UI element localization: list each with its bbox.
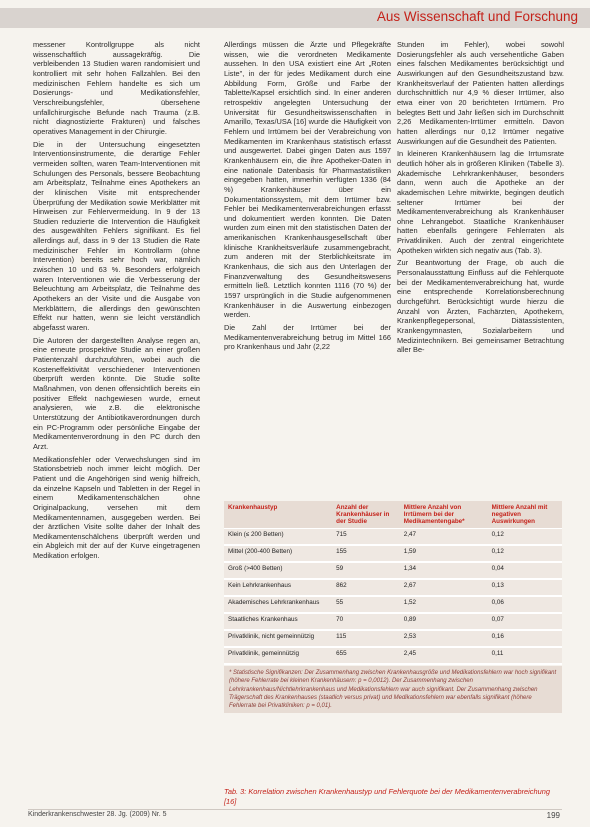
table-cell: 0,13 xyxy=(488,579,562,596)
table-row xyxy=(224,596,562,613)
text-column-1 xyxy=(33,40,200,564)
table-cell: 655 xyxy=(332,647,400,664)
paragraph: Die in der Untersuchung eingesetzten Interventionsinstrumente, die derartige Fehler vermeiden sollten, waren Team-Interventionen mit Schulungen des Personals, bessere Beobachtung am Arbeitsplatz, Teilnahme eines Apothekers an der klinischen Visite mit entsprechender Überprüfung der Medikation sowie Merkblätter mit Hinweisen zur Fehlervermeidung. In 9 der 13 Studien reduzierte die Intervention die Häufigkeit des ausgewählten Fehlers signifikant. Es fiel allerdings auf, dass in 9 der 13 Studien die Rate medizinischer Fehler im Kontrollarm (ohne Intervention) bereits sehr hoch war, nämlich zwischen 10 und 63 %. Besonders erfolgreich waren Interventionen wie die Verbesserung der Beleuchtung am Arbeitsplatz, die Teilnahme des Apothekers an der Visite und die Ausgabe von Merkblättern, die allerdings den gewünschten Effekt nur hatten, wenn sie leicht verständlich abgefasst waren. xyxy=(33,139,200,333)
table-cell: Staatliches Krankenhaus xyxy=(224,613,332,630)
table-row xyxy=(224,545,562,562)
table-cell: 0,89 xyxy=(400,613,488,630)
table-cell: 0,16 xyxy=(488,630,562,647)
table-row xyxy=(224,529,562,546)
paragraph: Stunden im Fehler), wobei sowohl Dosierungsfehler als auch versehentliche Gaben eines falschen Medikamentes berücksichtigt und Auswirkungen auf den Gesundheitszustand bzw. Krankheitsverlauf der Patienten hatten allerdings durchschnittlich nur 4,9 % dieser Irrtümer, also etwa einer von 20 berichteten Irrtümern. Pro belegtes Bett und Jahr ließen sich im Durchschnitt 2,26 Medikamenten-Irrtümer ermitteln. Davon hatten allerdings nur 0,12 Irrtümer negative Auswirkungen auf die Gesundheit des Patienten. xyxy=(397,40,564,146)
table-cell: 1,34 xyxy=(400,562,488,579)
table-cell: 1,52 xyxy=(400,596,488,613)
table-cell: 862 xyxy=(332,579,400,596)
table-cell: 0,12 xyxy=(488,529,562,546)
table-cell: 2,45 xyxy=(400,647,488,664)
data-table xyxy=(224,501,562,665)
table-row xyxy=(224,630,562,647)
paragraph: Medikationsfehler oder Verwechslungen sind im Stationsbetrieb noch immer leicht möglich. Der Patient und die Angehörigen sind wenig hilfreich, da einzelne Kapseln und Tabletten in der Regel in einem Medikamentenschälchen ohne Originalpackung, versehen mit dem Medikamentennamen, ausgegeben werden. Bei der ärztlichen Visite sollte daher der Inhalt des Medikamentenschälchens überprüft werden und ein Abgleich mit der auf der Kurve eingetragenen Medikation erfolgen. xyxy=(33,454,200,561)
table-row xyxy=(224,579,562,596)
table-row xyxy=(224,647,562,664)
table-cell: Kein Lehrkrankenhaus xyxy=(224,579,332,596)
column-header: Anzahl der Krankenhäuser in der Studie xyxy=(332,501,400,529)
paragraph: Zur Beantwortung der Frage, ob auch die Personalausstattung Einfluss auf die Fehlerquote bei der Medikamentenverabreichung hat, wurde eine entsprechende Korrelationsberechnung durchgeführt. Berücksichtigt wurde hierzu die Anzahl von Ärzten, Fachärzten, Apothekern, Krankenpflegepersonal, Diätassistenten, Krankengymnasten, Sozialarbeitern und Medizintechnikern. Bei gemeinsamer Betrachtung aller Be- xyxy=(397,258,564,355)
table-cell: 2,67 xyxy=(400,579,488,596)
table-cell: 70 xyxy=(332,613,400,630)
table-header-row xyxy=(224,501,562,529)
table-cell: Privatklinik, nicht gemeinnützig xyxy=(224,630,332,647)
text-column-2 xyxy=(224,40,391,355)
table-cell: 59 xyxy=(332,562,400,579)
table-cell: 1,59 xyxy=(400,545,488,562)
column-header: Krankenhaustyp xyxy=(224,501,332,529)
table-cell: 2,47 xyxy=(400,529,488,546)
column-header: Mittlere Anzahl mit negativen Auswirkungen xyxy=(488,501,562,529)
table-cell: 0,06 xyxy=(488,596,562,613)
table-cell: 0,12 xyxy=(488,545,562,562)
table-cell: 715 xyxy=(332,529,400,546)
table-cell: Privatklinik, gemeinnützig xyxy=(224,647,332,664)
paragraph: Die Zahl der Irrtümer bei der Medikamentenverabreichung betrug im Mittel 166 pro Krankenhaus und Jahr (2,22 xyxy=(224,323,391,352)
table-row xyxy=(224,613,562,630)
footer-divider xyxy=(28,809,562,810)
paragraph: Allerdings müssen die Ärzte und Pflegekräfte wissen, wie die verordneten Medikamente aussehen. In den USA existiert eine Art „Roten Liste", in der für jedes Medikament durch eine Abbildung Form, Größe und Farbe der Tablette/Kapsel ersichtlich sind. In einer anderen retrospektiv angelegten Untersuchung der Universität für Gesundheitswissenschaften in Amarillo, Texas/USA [16] wurde die Häufigkeit von Fehlern und Irrtümern bei der Verabreichung von Medikamenten im Krankenhaus statistisch erfasst und ausgewertet. Dabei gingen Daten aus 1597 Krankenhäusern ein, die ihre Apotheker-Daten in eine nationale Datenbasis für Pharmastatistiken eingegeben hatten, immerhin verfügten 1336 (84 %) Krankenhäuser über ein Dokumentationssystem, mit dem Irrtümer bzw. Fehler bei Medikamentenverabreichungen erfasst und dokumentiert werden konnten. Die Daten wurden zum einen mit den statistischen Daten der amerikanischen Krankenhausgesellschaft über klinische Krankheitsverläufe zusammengebracht, zum anderen mit der Sterblichkeitsrate im Krankenhaus, die sich aus den Unterlagen der Finanzverwaltung des Gesundheitswesens ermitteln ließ. Letztlich konnten 1116 (70 %) der 1597 ursprünglich in die Studie aufgenommenen Krankenhäuser in die Auswertung einbezogen werden. xyxy=(224,40,391,320)
hospital-type-table xyxy=(224,501,562,787)
table-cell: 115 xyxy=(332,630,400,647)
table-cell: Mittel (200-400 Betten) xyxy=(224,545,332,562)
table-cell: 0,07 xyxy=(488,613,562,630)
paragraph: Die Autoren der dargestellten Analyse regen an, eine erneute prospektive Studie an einer großen Patientenzahl durchzuführen, wobei auch die Kosteneffektivität verschiedener Interventionen überprüft werden könnte. Die Studie sollte Maßnahmen, von denen offensichtlich bereits ein positiver Effekt nachgewiesen wurde, erneut analysieren, wie z.B. die elektronische Unterstützung der Antibiotikaverordnungen durch ein PC-Programm oder persönliche Eingabe der Medikamentenverordnung in den PC durch den Arzt. xyxy=(33,335,200,451)
table-footnote: * Statistische Signifikanzen: Der Zusammenhang zwischen Krankenhausgröße und Medikationsfehlern war hoch signifikant (höhere Fehlerrate bei kleinen Krankenhäusern: p = 0,0012). Der Zusammenhang zwischen Lehrkrankenhaus/Nichtlehrkrankenhaus und Medikationsfehlern war auch signifikant. Der Zusammenhang zwischen Trägerschaft des Krankenhauses (staatlich versus privat) und Medikationsfehlern war ebenfalls signifikant (höhere Fehlerrate bei Privatkliniken: p = 0,01). xyxy=(224,666,562,713)
table-cell: Klein (≤ 200 Betten) xyxy=(224,529,332,546)
table-cell: 0,04 xyxy=(488,562,562,579)
table-row xyxy=(224,562,562,579)
column-header: Mittlere Anzahl von Irrtümern bei der Medikamentengabe* xyxy=(400,501,488,529)
table-cell: 155 xyxy=(332,545,400,562)
table-cell: 0,11 xyxy=(488,647,562,664)
table-cell: Akademisches Lehrkrankenhaus xyxy=(224,596,332,613)
table-caption: Tab. 3: Korrelation zwischen Krankenhaustyp und Fehlerquote bei der Medikamentenverabreichung [16] xyxy=(224,787,550,806)
table-cell: 55 xyxy=(332,596,400,613)
text-column-3 xyxy=(397,40,564,358)
table-cell: 2,53 xyxy=(400,630,488,647)
table-cell: Groß (>400 Betten) xyxy=(224,562,332,579)
paragraph: In kleineren Krankenhäusern lag die Irrtumsrate deutlich höher als in größeren Kliniken (Tabelle 3). Akademische Lehrkrankenhäuser, besonders dann, wenn auch die Apotheke an der akademischen Lehre mitwirkte, begingen deutlich seltener Irrtümer bei der Medikamentenverabreichung als Krankenhäuser ohne Lehrangebot. Staatliche Krankenhäuser hatten ebenfalls geringere Fehlerraten als Privatkliniken. Auch der zentral eingerichtete Apotheken wirkten sich negativ aus (Tab. 3). xyxy=(397,149,564,255)
section-title: Aus Wissenschaft und Forschung xyxy=(376,9,578,24)
page-number: 199 xyxy=(546,811,560,820)
paragraph: messener Kontrollgruppe als nicht wissenschaftlich aussagekräftig. Die verbleibenden 13 Studien waren randomisiert und kontrolliert mit sehr hohen Fallzahlen. Bei den medizinischen Fehlern handelte es sich um Dosierungs- und Medikationsfehler, Verschreibungsfehler, übersehene unfallchirurgische Befunde nach Trauma (z.B. nicht diagnostizierte Frakturen) und falsches operatives Management in der Chirurgie. xyxy=(33,40,200,136)
journal-citation: Kinderkrankenschwester 28. Jg. (2009) Nr. 5 xyxy=(28,811,167,818)
